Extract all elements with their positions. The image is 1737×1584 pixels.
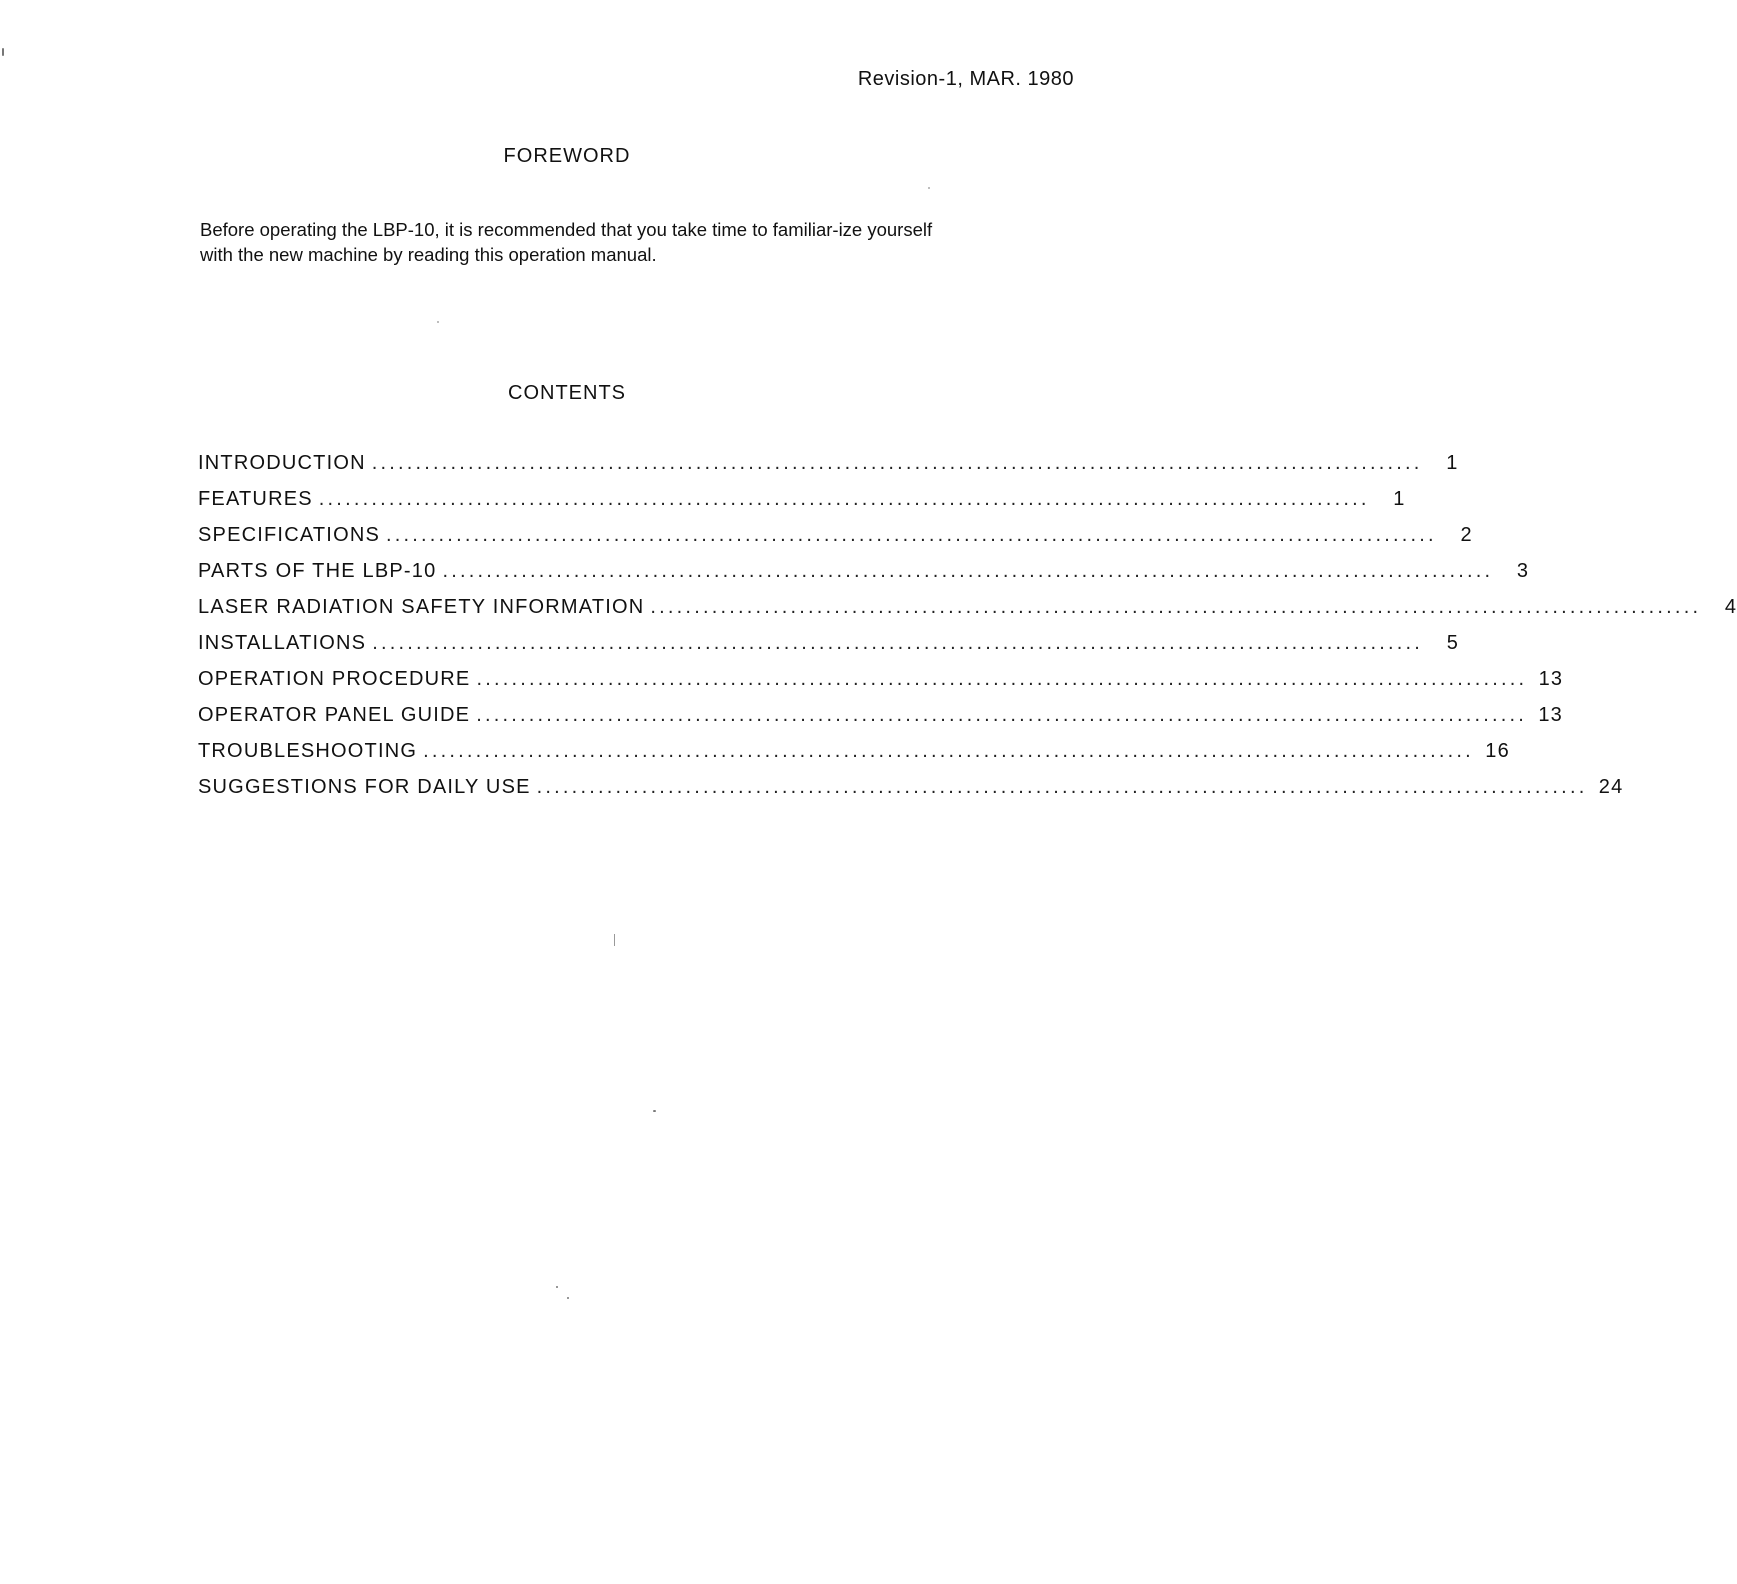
toc-entry-label: PARTS OF THE LBP-10 bbox=[198, 560, 437, 582]
toc-entry[interactable] bbox=[198, 668, 1564, 704]
toc-entry-label: SPECIFICATIONS bbox=[198, 524, 381, 546]
toc-leader-dots: ........................................................................................................................ bbox=[442, 560, 1494, 582]
toc-entry-label: LASER RADIATION SAFETY INFORMATION bbox=[198, 596, 645, 618]
toc-entry[interactable] bbox=[198, 704, 1563, 740]
toc-entry-label: TROUBLESHOOTING bbox=[198, 740, 418, 762]
toc-entry-page: 13 bbox=[1538, 704, 1563, 726]
toc-entry-page: 24 bbox=[1598, 776, 1624, 798]
revision-note: Revision-1, MAR. 1980 bbox=[857, 68, 1074, 90]
foreword-body: Before operating the LBP-10, it is recommended that you take time to familiar-ize yourself with the new machine by reading this operation manual. bbox=[200, 219, 933, 265]
toc-entry-page: 13 bbox=[1538, 668, 1564, 690]
toc-leader-dots: ........................................................................................................................ bbox=[423, 740, 1474, 762]
toc-leader-dots: ........................................................................................................................ bbox=[372, 632, 1424, 654]
contents-title: CONTENTS bbox=[508, 382, 626, 404]
scan-speck bbox=[567, 1297, 569, 1299]
toc-entry[interactable] bbox=[198, 740, 1510, 776]
toc-entry-label: OPERATION PROCEDURE bbox=[198, 668, 471, 690]
toc-entry[interactable] bbox=[198, 452, 1459, 488]
toc-entry-label: SUGGESTIONS FOR DAILY USE bbox=[198, 776, 531, 798]
scan-speck bbox=[928, 187, 930, 189]
toc-leader-dots: ........................................................................................................................ bbox=[371, 452, 1423, 474]
toc-entry[interactable] bbox=[198, 596, 1737, 632]
toc-leader-dots: ........................................................................................................................ bbox=[386, 524, 1437, 546]
toc-entry-label: FEATURES bbox=[198, 488, 313, 510]
toc-entry[interactable] bbox=[198, 560, 1530, 596]
scan-speck bbox=[556, 1286, 558, 1288]
scan-speck bbox=[2, 48, 4, 56]
foreword-title: FOREWORD bbox=[503, 145, 631, 167]
toc-entry-page: 3 bbox=[1516, 560, 1530, 582]
toc-entry[interactable] bbox=[198, 776, 1624, 812]
toc-entry-page: 2 bbox=[1460, 524, 1473, 546]
toc-entry-label: OPERATOR PANEL GUIDE bbox=[198, 704, 471, 726]
toc-entry[interactable] bbox=[198, 524, 1473, 560]
toc-leader-dots: ........................................................................................................................ bbox=[476, 704, 1527, 726]
toc-leader-dots: ........................................................................................................................ bbox=[536, 776, 1588, 798]
toc-entry[interactable] bbox=[198, 632, 1460, 668]
toc-entry-page: 16 bbox=[1485, 740, 1510, 762]
scan-speck bbox=[653, 1110, 656, 1112]
toc-leader-dots: ........................................................................................................................ bbox=[318, 488, 1370, 510]
toc-entry[interactable] bbox=[198, 488, 1406, 524]
toc-entry-page: 5 bbox=[1446, 632, 1460, 654]
toc-entry-page: 1 bbox=[1393, 488, 1406, 510]
table-of-contents bbox=[198, 452, 1737, 812]
toc-entry-label: INTRODUCTION bbox=[198, 452, 366, 474]
toc-entry-page: 1 bbox=[1446, 452, 1459, 474]
toc-entry-page: 4 bbox=[1724, 596, 1737, 618]
toc-leader-dots: ........................................................................................................................ bbox=[476, 668, 1528, 690]
scan-speck bbox=[437, 321, 439, 323]
scan-speck bbox=[614, 934, 615, 946]
toc-leader-dots: ........................................................................................................................ bbox=[650, 596, 1702, 618]
toc-entry-label: INSTALLATIONS bbox=[198, 632, 367, 654]
